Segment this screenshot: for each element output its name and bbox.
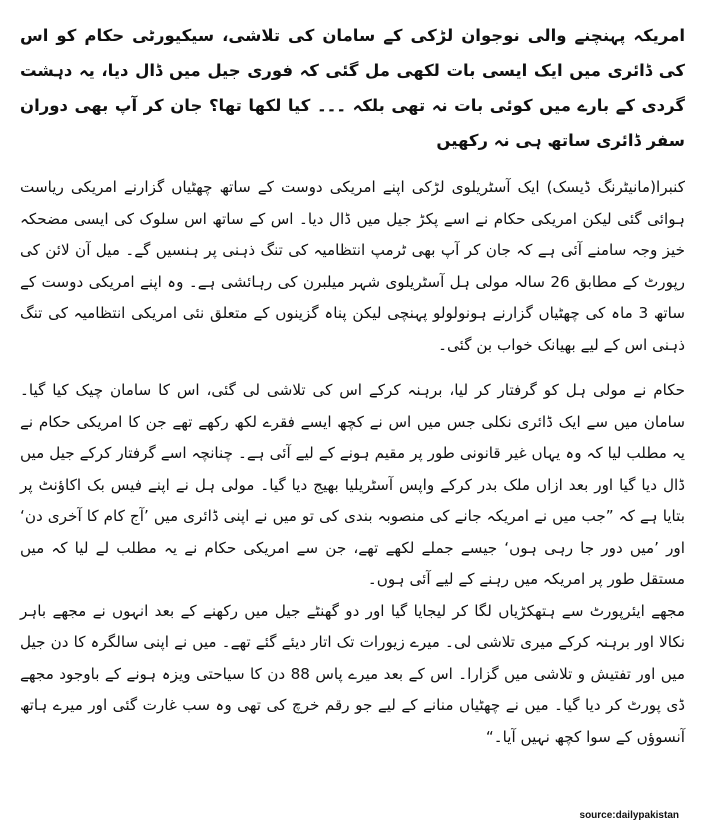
article-paragraph-1: کنبرا(مانیٹرنگ ڈیسک) ایک آسٹریلوی لڑکی اپنے امریکی دوست کے ساتھ چھٹیاں گزارنے امریکی ریاست ہوائی گئی لیکن امریکی حکام نے اسے پکڑ جیل میں ڈال دیا۔ اس کے ساتھ اس سلوک کی ایسی مضحکہ خیز وجہ سامنے آئی ہے کہ جان کر آپ بھی ٹرمپ انتظامیہ کی تنگ ذہنی پر ہنسیں گے۔ میل آن لائن کی رپورٹ کے مطابق 26 سالہ مولی ہل آسٹریلوی شہر میلبرن کی رہائشی ہے۔ وہ اپنے امریکی دوست کے ساتھ 3 ماہ کی چھٹیاں گزارنے ہونولولو پہنچی لیکن پناہ گزینوں کے متعلق نئی امریکی انتظامیہ کی تنگ ذہنی اس کے لیے بھیانک خواب بن گئی۔ [20,178,686,354]
article-paragraph-3: مجھے ایئرپورٹ سے ہتھکڑیاں لگا کر لیجایا گیا اور دو گھنٹے جیل میں رکھنے کے بعد انہوں نے مجھے باہر نکالا اور برہنہ کرکے میری تلاشی لی۔ میرے زیورات تک اتار دیئے گئے تھے۔ میں نے اپنی سالگرہ کا دن جیل میں اور تفتیش و تلاشی میں گزارا۔ اس کے بعد میرے پاس 88 دن کا سیاحتی ویزہ ہونے کے باوجود مجھے ڈی پورٹ کر دیا گیا۔ میں نے چھٹیاں منانے کے لیے جو رقم خرچ کی تھی وہ سب غارت گئی اور میرے ہاتھ آنسوﺅں کے سوا کچھ نہیں آیا۔“ [20,601,686,746]
source-credit: source:dailypakistan [579,810,679,821]
article-paragraph-2: حکام نے مولی ہل کو گرفتار کر لیا، برہنہ کرکے اس کی تلاشی لی گئی، اس کا سامان چیک کیا گیا۔ سامان میں سے ایک ڈائری نکلی جس میں اس نے کچھ ایسے فقرے لکھ رکھے تھے جن کا امریکی حکام نے یہ مطلب لیا کہ وہ یہاں غیر قانونی طور پر مقیم ہونے کے لیے آئی ہے۔ چنانچہ اسے گرفتار کرکے جیل میں ڈال دیا گیا اور بعد ازاں ملک بدر کرکے واپس آسٹریلیا بھیج دیا گیا۔ مولی ہل نے اپنے فیس بک اکاﺅنٹ پر بتایا ہے کہ ”جب میں نے امریکہ جانے کی منصوبہ بندی کی تو میں نے اپنی ڈائری میں ’آج کام کا آخری دن‘ اور ’میں دور جا رہی ہوں‘ جیسے جملے لکھے تھے، جن سے امریکی حکام نے یہ مطلب لے لیا کہ میں مستقل طور پر امریکہ میں رہنے کے لیے آئی ہوں۔ [20,381,685,588]
article [20,18,685,818]
article-headline: امریکہ پہنچنے والی نوجوان لڑکی کے سامان کی تلاشی، سیکیورٹی حکام کو اس کی ڈائری میں ایک ایسی بات لکھی مل گئی کہ فوری جیل میں ڈال دیا، یہ دہشت گردی کے بارے میں کوئی بات نہ تھی بلکہ ۔۔۔ کیا لکھا تھا؟ جان کر آپ بھی دوران سفر ڈائری ساتھ ہی نہ رکھیں [20,26,685,150]
